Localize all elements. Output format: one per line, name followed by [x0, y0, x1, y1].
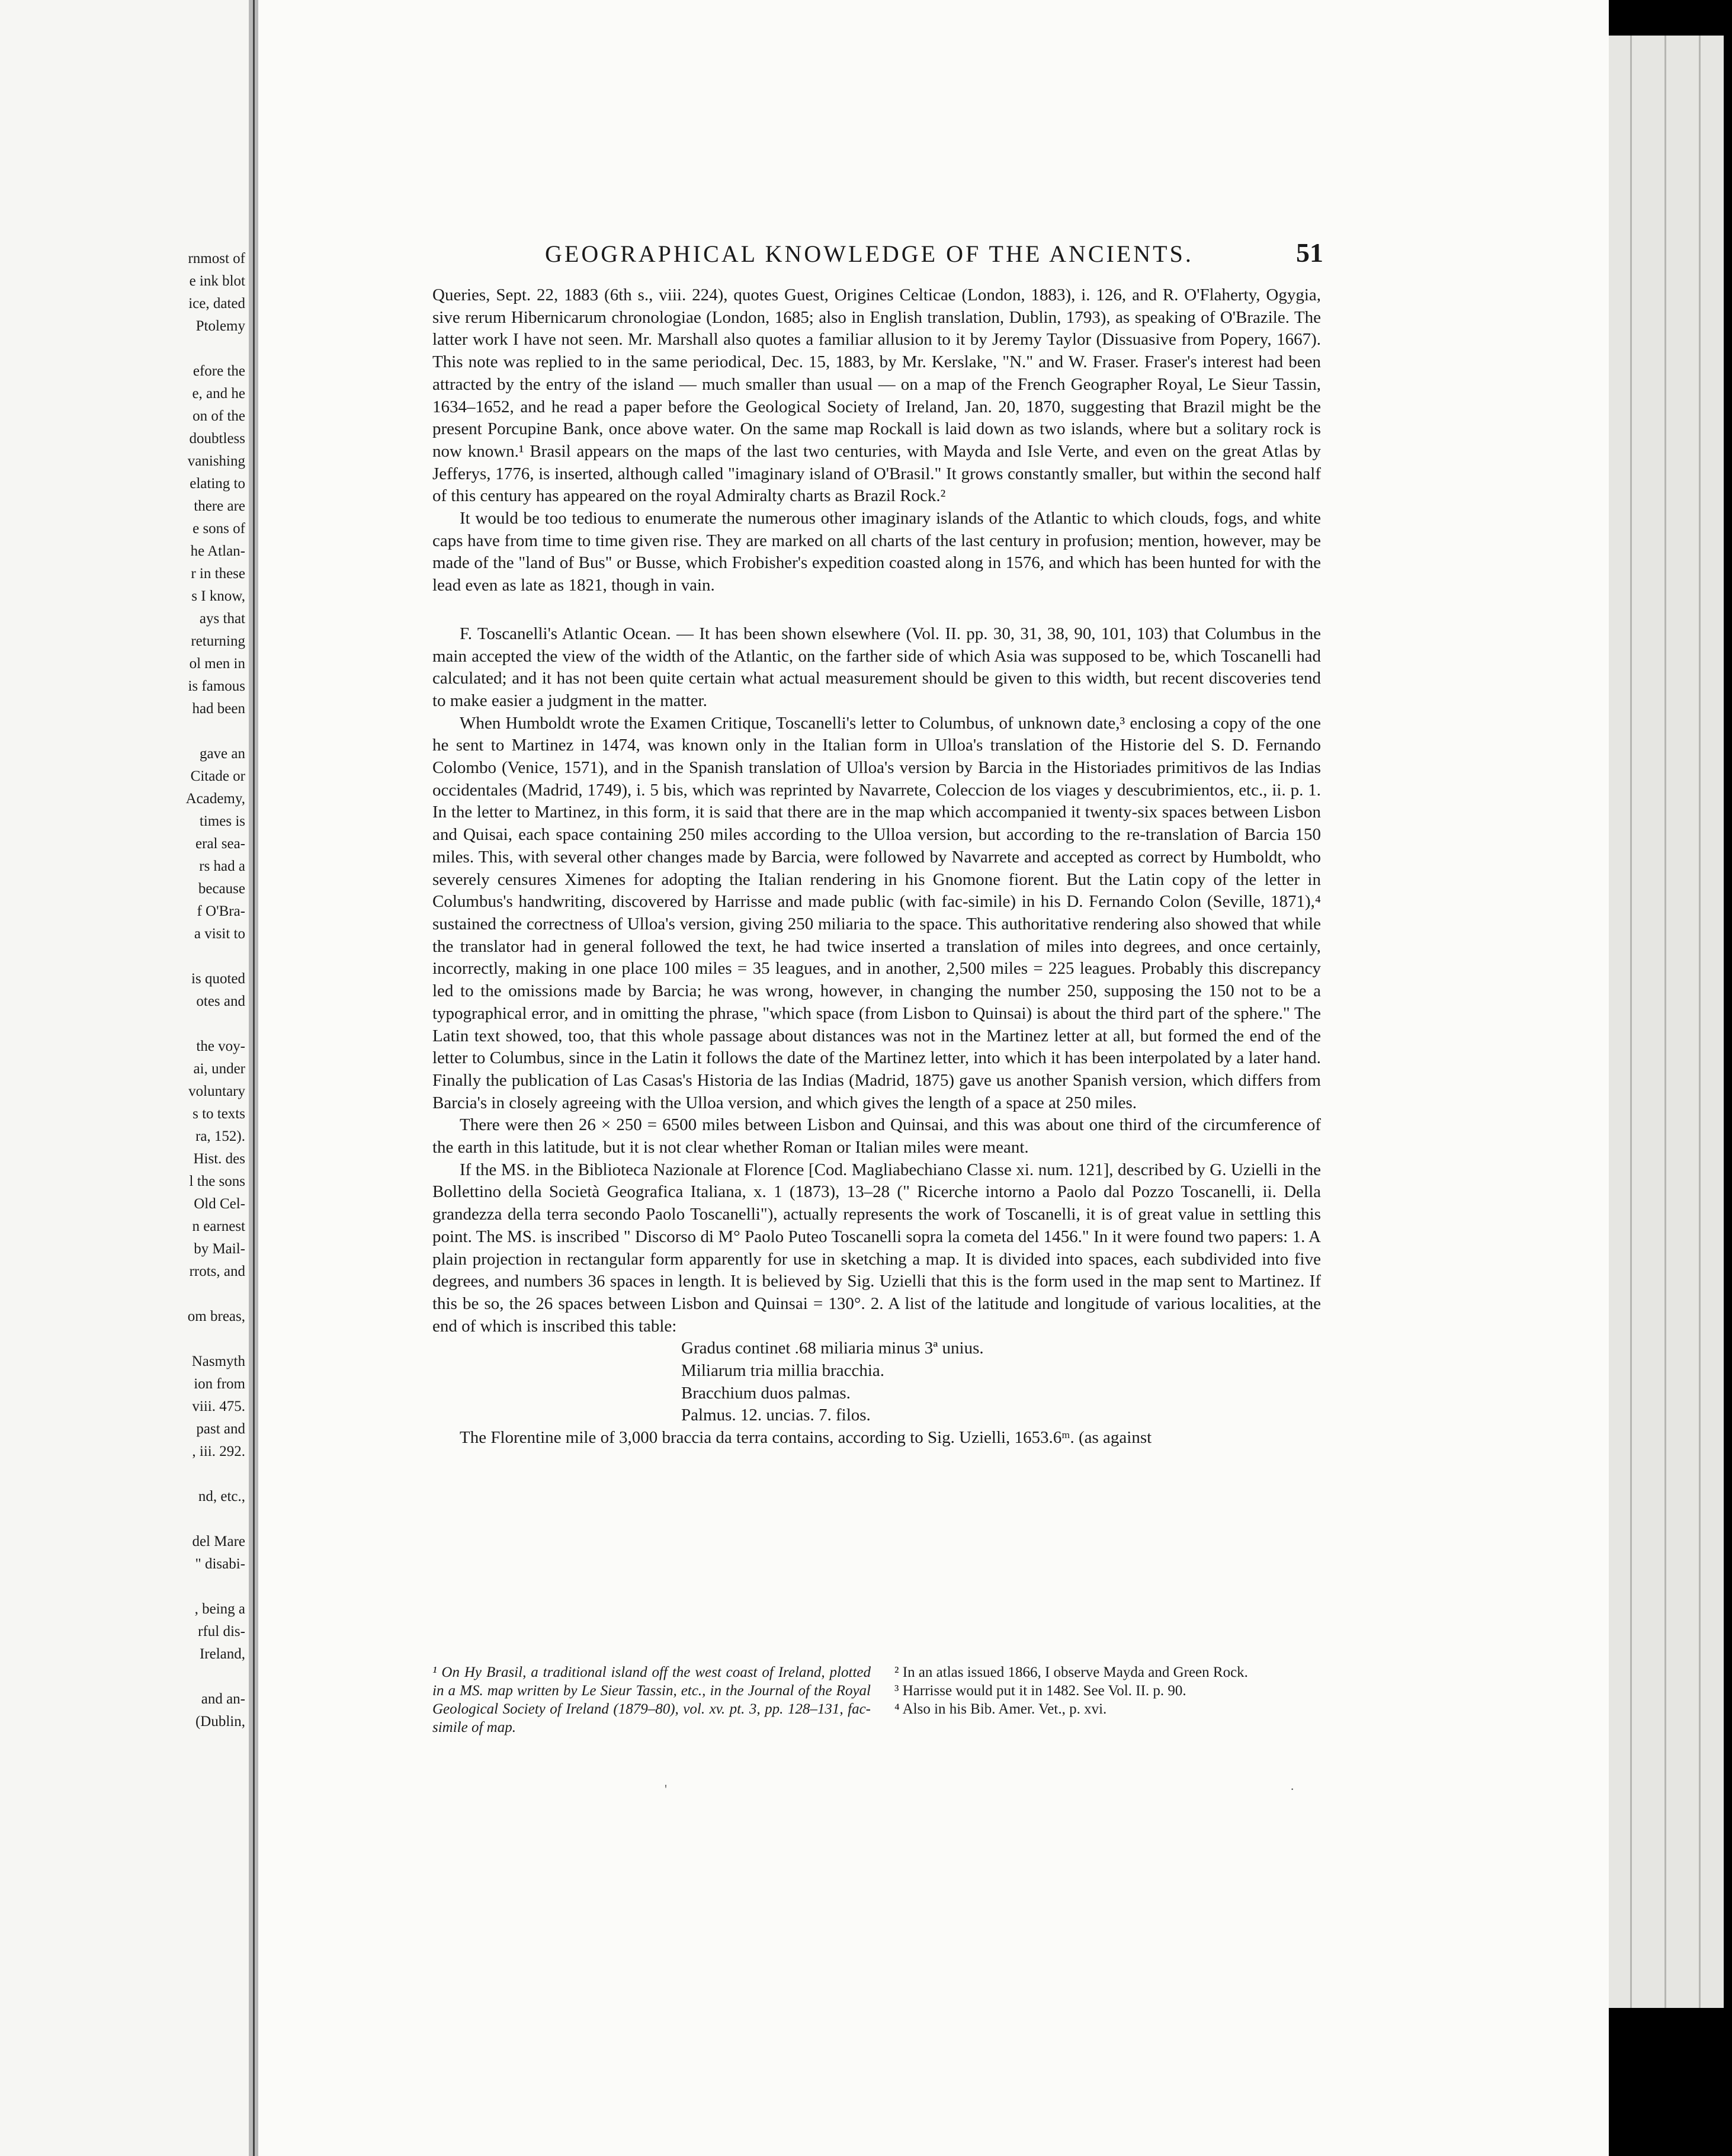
facing-page-line: Hist. des: [193, 1151, 245, 1167]
facing-page-line: Citade or: [190, 768, 245, 784]
section-paragraph: F. Toscanelli's Atlantic Ocean. — It has been shown elsewhere (Vol. II. pp. 30, 31, 38, 90, 101, 103) that Columbus in the main accepted the view of the width of the Atlantic, on the farther side of which Asia was supposed to be, which Toscanelli had calculated; and it has not been quite certain what actual measurement should be given to this width, but recent discoveries tend to make easier a judgment in the matter.: [432, 624, 1321, 710]
facing-page-line: the voy-: [196, 1038, 245, 1054]
paragraph: The Florentine mile of 3,000 braccia da terra contains, according to Sig. Uzielli, 1653.6ᵐ. (as against: [460, 1428, 1152, 1448]
footnote: ¹ On Hy Brasil, a traditional island off the west coast of Ireland, plotted in a MS. map written by Le Sieur Tassin, etc., in the Journal of the Royal Geological Society of Ireland (1879–80), vol. xv. pt. 3, pp. 128–131, fac-simile of map.: [432, 1664, 871, 1735]
facing-page-line: ra, 152).: [195, 1128, 245, 1144]
facing-page: [0, 0, 249, 2156]
facing-page-line: [0, 338, 245, 360]
table-line: Miliarum tria millia bracchia.: [681, 1361, 885, 1381]
facing-page-line: by Mail-: [194, 1241, 245, 1257]
facing-page-line: rrots, and: [189, 1263, 245, 1279]
facing-page-line: [0, 1328, 245, 1350]
paragraph: There were then 26 × 250 = 6500 miles between Lisbon and Quinsai, and this was about one third of the circumference of the earth in this latitude, but it is not clear whether Roman or Italian miles were meant.: [432, 1115, 1321, 1157]
table-line: Bracchium duos palmas.: [681, 1383, 851, 1403]
footnote: ⁴ Also in his Bib. Amer. Vet., p. xvi.: [894, 1701, 1107, 1717]
page-number: 51: [1296, 238, 1323, 268]
page-stack-edge: [1593, 36, 1724, 2008]
facing-page-line: n earnest: [192, 1218, 245, 1234]
facing-page-line: [0, 1283, 245, 1305]
facing-page-line: [0, 1666, 245, 1688]
facing-page-line: voluntary: [188, 1083, 245, 1099]
paragraph: If the MS. in the Biblioteca Nazionale at Florence [Cod. Magliabechiano Classe xi. num. 121], described by G. Uzielli in the Bollettino della Società Geografica Italiana, x. 1 (1873), 13–28 (" Ricerche intorno a Paolo dal Pozzo Toscanelli, ii. Della grandezza della terra secondo Paolo Toscanelli"), actually represents the work of Toscanelli, it is of great value in settling this point. The MS. is inscribed " Discorso di M° Paolo Puteo Toscanelli sopra la cometa del 1456." In it were found two papers: 1. A plain projection in rectangular form apparently for use in sketching a map. It is divided into spaces, each subdivided into five degrees, and numbers 36 spaces in length. It is believed by Sig. Uzielli that this is the form used in the map sent to Martinez. If this be so, the 26 spaces between Lisbon and Quinsai = 130°. 2. A list of the latitude and longitude of various localities, at the end of which is inscribed this table:: [432, 1160, 1321, 1336]
facing-page-line: on of the: [193, 408, 245, 424]
facing-page-line: Ptolemy: [195, 318, 245, 334]
facing-page-line: returning: [191, 633, 245, 649]
facing-page-line: f O'Bra-: [197, 903, 245, 919]
print-speck: ·: [1290, 1782, 1295, 1796]
facing-page-line: ays that: [199, 611, 245, 627]
facing-page-line: viii. 475.: [192, 1398, 245, 1414]
facing-page-line: Old Cel-: [194, 1196, 245, 1212]
facing-page-line: , iii. 292.: [192, 1443, 245, 1459]
facing-page-line: a visit to: [194, 926, 245, 942]
facing-page-line: doubtless: [189, 431, 245, 447]
facing-page-line: [0, 945, 245, 968]
facing-page-line: del Mare: [192, 1533, 245, 1549]
facing-page-line: [0, 1463, 245, 1486]
facing-page-line: and an-: [201, 1691, 245, 1707]
facing-page-line: [0, 1508, 245, 1531]
facing-page-line: , being a: [194, 1601, 245, 1617]
facing-page-line: rful dis-: [198, 1624, 245, 1640]
facing-page-line: e, and he: [192, 386, 245, 402]
facing-page-line: gave an: [199, 746, 245, 762]
facing-page-line: rs had a: [199, 858, 245, 874]
facing-page-line: past and: [196, 1421, 245, 1437]
facing-page-line: ice, dated: [188, 296, 245, 312]
footnote-column-left: [432, 1663, 871, 1737]
facing-page-line: s to texts: [193, 1106, 245, 1122]
facing-page-line: nd, etc.,: [198, 1488, 245, 1504]
facing-page-line: ol men in: [189, 656, 245, 672]
facing-page-line: [0, 720, 245, 743]
facing-page-line: l the sons: [189, 1173, 245, 1189]
latin-table: [432, 1337, 1321, 1427]
facing-page-text: [0, 248, 245, 1733]
facing-page-line: is famous: [188, 678, 245, 694]
facing-page-line: s I know,: [191, 588, 245, 604]
facing-page-line: had been: [192, 701, 245, 717]
paragraph: It would be too tedious to enumerate the numerous other imaginary islands of the Atlantic to which clouds, fogs, and white caps have from time to time given rise. They are marked on all charts of the last century in profusion; mention, however, may be made of the "land of Bus" or Busse, which Frobisher's expedition coasted along in 1576, and which has been hunted for with the lead even as late as 1821, though in vain.: [432, 509, 1321, 595]
facing-page-line: he Atlan-: [190, 543, 245, 559]
facing-page-line: Ireland,: [199, 1646, 245, 1662]
facing-page-line: [0, 1576, 245, 1598]
facing-page-line: because: [198, 881, 245, 897]
facing-page-line: vanishing: [187, 453, 245, 469]
facing-page-line: (Dublin,: [195, 1714, 245, 1730]
gutter-shadow: [253, 0, 255, 2156]
facing-page-line: rnmost of: [188, 251, 245, 267]
running-title: GEOGRAPHICAL KNOWLEDGE OF THE ANCIENTS.: [545, 240, 1194, 267]
facing-page-line: efore the: [193, 363, 245, 379]
facing-page-line: e sons of: [193, 521, 245, 537]
facing-page-line: there are: [194, 498, 245, 514]
facing-page-line: is quoted: [191, 971, 245, 987]
footnote: ² In an atlas issued 1866, I observe Mayda and Green Rock.: [894, 1664, 1248, 1680]
facing-page-line: om breas,: [187, 1308, 245, 1324]
facing-page-line: r in these: [191, 566, 245, 582]
facing-page-line: otes and: [196, 993, 245, 1009]
facing-page-line: Nasmyth: [191, 1353, 245, 1369]
footnote: ³ Harrisse would put it in 1482. See Vol. II. p. 90.: [894, 1683, 1186, 1699]
facing-page-line: ai, under: [193, 1061, 245, 1077]
paragraph: Queries, Sept. 22, 1883 (6th s., viii. 224), quotes Guest, Origines Celticae (London, 1883), i. 126, and R. O'Flaherty, Ogygia, sive rerum Hibernicarum chronologiae (London, 1685; also in English translation, Dublin, 1793), as speaking of O'Brazile. The latter work I have not seen. Mr. Marshall also quotes a familiar allusion to it by Jeremy Taylor (Dissuasive from Popery, 1667). This note was replied to in the same periodical, Dec. 15, 1883, by Mr. Kerslake, "N." and W. Fraser. Fraser's interest had been attracted by the entry of the island — much smaller than usual — on a map of the French Geographer Royal, Le Sieur Tassin, 1634–1652, and he read a paper before the Geological Society of Ireland, Jan. 20, 1870, suggesting that Brazil might be the present Porcupine Bank, once above water. On the same map Rockall is laid down as two islands, where but a solitary rock is now known.¹ Brasil appears on the maps of the last two centuries, with Mayda and Isle Verte, and even on the great Atlas by Jefferys, 1776, is inserted, although called "imaginary island of O'Brasil." It grows constantly smaller, but within the second half of this century has appeared on the royal Admiralty charts as Brazil Rock.²: [432, 285, 1321, 506]
facing-page-line: eral sea-: [195, 836, 245, 852]
print-speck: ': [665, 1782, 667, 1796]
footnote-column-right: [894, 1663, 1321, 1718]
facing-page-line: e ink blot: [189, 273, 245, 289]
facing-page-line: Academy,: [185, 791, 245, 807]
facing-page-line: ion from: [194, 1376, 245, 1392]
body-text: [432, 284, 1321, 1449]
facing-page-line: elating to: [190, 476, 245, 492]
table-line: Gradus continet .68 miliaria minus 3ª unius.: [681, 1339, 984, 1358]
facing-page-line: " disabi-: [195, 1556, 245, 1572]
facing-page-line: [0, 1013, 245, 1035]
facing-page-line: times is: [199, 813, 245, 829]
paragraph: When Humboldt wrote the Examen Critique, Toscanelli's letter to Columbus, of unknown date,³ enclosing a copy of the one he sent to Martinez in 1474, was known only in the Italian form in Ulloa's translation of the Historie del S. D. Fernando Colombo (Venice, 1571), and in the Spanish translation of Ulloa's version by Barcia in the Historiades primitivos de las Indias occidentales (Madrid, 1749), i. 5 bis, which was reprinted by Navarrete, Coleccion de los viages y descubrimientos, etc., ii. p. 1. In the letter to Martinez, in this form, it is said that there are in the map which accompanied it twenty-six spaces between Lisbon and Quisai, each space containing 250 miles according to the Ulloa version, but according to the re-translation of Barcia 150 miles. This, with several other changes made by Barcia, were followed by Navarrete and accepted as correct by Humboldt, who severely censures Ximenes for adopting the Italian rendering in his Gnomone fiorent. But the Latin copy of the letter in Columbus's handwriting, discovered by Harrisse and made public (with fac-simile) in his D. Fernando Colon (Seville, 1871),⁴ sustained the correctness of Ulloa's version, giving 250 miliaria to the space. This authoritative rendering also showed that while the translator had in general followed the text, he had twice inserted a translation of miles into degrees, and once certainly, incorrectly, making in one place 100 miles = 35 leagues, and in another, 2,500 miles = 225 leagues. Probably this discrepancy led to the omissions made by Barcia; he was wrong, however, in changing the number 250, supposing the 150 not to be a typographical error, and in omitting the phrase, "which space (from Lisbon to Quinsai) is about the third part of the sphere." The Latin text showed, too, that this whole passage about distances was not in the Martinez letter at all, but formed the end of the letter to Columbus, since in the Latin it follows the date of the Martinez letter, into which it has been interpolated by a later hand. Finally the publication of Las Casas's Historia de las Indias (Madrid, 1875) gave us another Spanish version, which differs from Barcia's in closely agreeing with the Ulloa version, and which gives the length of a space at 250 miles.: [432, 713, 1321, 1112]
table-line: Palmus. 12. uncias. 7. filos.: [681, 1406, 871, 1425]
running-header: [545, 240, 1327, 268]
